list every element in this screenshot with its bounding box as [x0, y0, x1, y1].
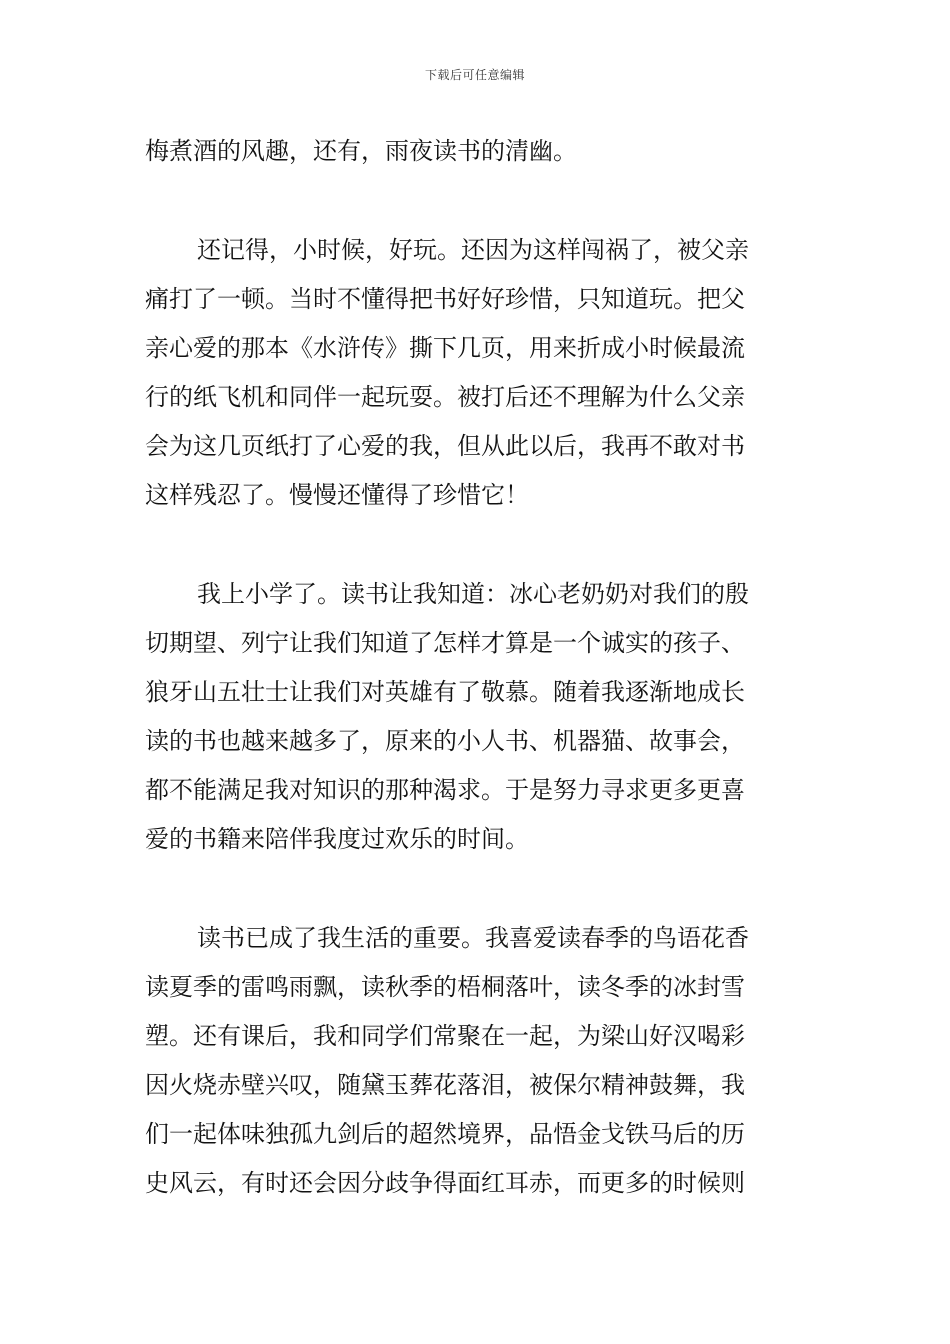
paragraph-gap [145, 520, 807, 570]
paragraph-line: 会为这几页纸打了心爱的我，但从此以后，我再不敢对书 [145, 432, 745, 460]
paragraph-line: 读夏季的雷鸣雨飘，读秋季的梧桐落叶，读冬季的冰封雪 [145, 973, 745, 1001]
paragraph-line: 亲心爱的那本《水浒传》撕下几页，用来折成小时候最流 [145, 334, 745, 362]
paragraph-4 [145, 914, 807, 1208]
paragraph-gap [145, 176, 807, 226]
paragraph-line: 读书已成了我生活的重要。我喜爱读春季的鸟语花香 [197, 924, 749, 952]
paragraph-line: 切期望、列宁让我们知道了怎样才算是一个诚实的孩子、 [145, 629, 745, 657]
paragraph-line: 行的纸飞机和同伴一起玩耍。被打后还不理解为什么父亲 [145, 383, 745, 411]
paragraph-line: 狼牙山五壮士让我们对英雄有了敬慕。随着我逐渐地成长 [145, 678, 745, 706]
paragraph-line: 还记得，小时候，好玩。还因为这样闯祸了，被父亲 [197, 236, 749, 264]
paragraph-line: 们一起体味独孤九剑后的超然境界，品悟金戈铁马后的历 [145, 1120, 745, 1148]
paragraph-line: 因火烧赤壁兴叹，随黛玉葬花落泪，被保尔精神鼓舞，我 [145, 1071, 745, 1099]
paragraph-line: 我上小学了。读书让我知道：冰心老奶奶对我们的殷 [197, 580, 749, 608]
paragraph-line: 史风云，有时还会因分歧争得面红耳赤，而更多的时候则 [145, 1169, 745, 1197]
paragraph-line: 塑。还有课后，我和同学们常聚在一起，为梁山好汉喝彩 [145, 1022, 745, 1050]
paragraph-line: 爱的书籍来陪伴我度过欢乐的时间。 [145, 825, 529, 853]
paragraph-3 [145, 570, 807, 864]
paragraph-line: 读的书也越来越多了，原来的小人书、机器猫、故事会， [145, 727, 745, 755]
paragraph-gap [145, 864, 807, 914]
paragraph-line: 都不能满足我对知识的那种渴求。于是努力寻求更多更喜 [145, 776, 745, 804]
paragraph-line: 这样残忍了。慢慢还懂得了珍惜它！ [145, 481, 529, 509]
paragraph-line: 痛打了一顿。当时不懂得把书好好珍惜，只知道玩。把父 [145, 285, 745, 313]
paragraph-1 [145, 127, 807, 176]
document-body [145, 127, 807, 1208]
paragraph-2 [145, 226, 807, 520]
paragraph-line: 梅煮酒的风趣，还有，雨夜读书的清幽。 [145, 137, 577, 165]
page-header-note: 下载后可任意编辑 [424, 68, 525, 82]
